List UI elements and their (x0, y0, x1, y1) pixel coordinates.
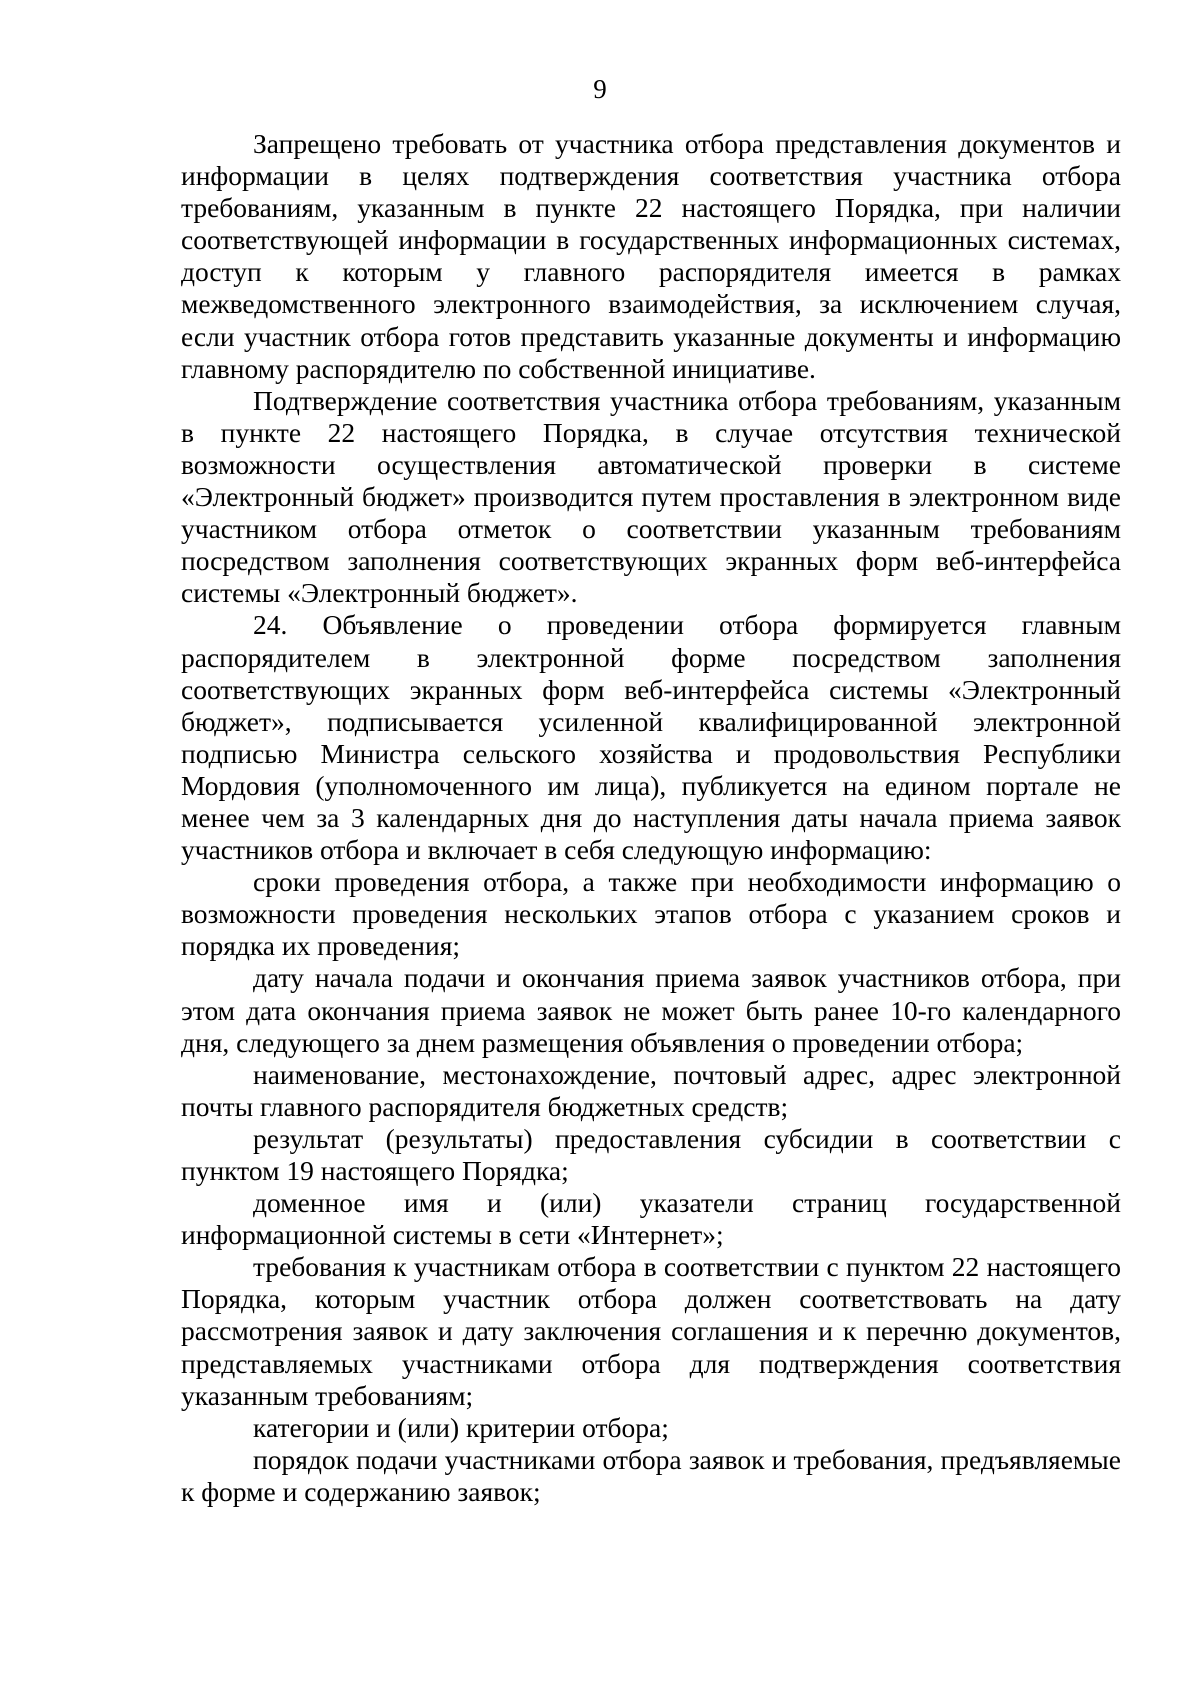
list-item-selection-dates: сроки проведения отбора, а также при необходимости информацию о возможности проведения нескольких этапов отбора с указанием сроков и порядка их проведения; (181, 866, 1121, 962)
list-item-distributor-contacts: наименование, местонахождение, почтовый адрес, адрес электронной почты главного распорядителя бюджетных средств; (181, 1058, 1121, 1122)
paragraph-compliance-confirmation: Подтверждение соответствия участника отбора требованиям, указанным в пункте 22 настоящего Порядка, в случае отсутствия технической возможности осуществления автоматической проверки в системе «Электронный бюджет» производится путем проставления в электронном виде участником отбора отметок о соответствии указанным требованиям посредством заполнения соответствующих экранных форм веб-интерфейса системы «Электронный бюджет». (181, 384, 1121, 609)
list-item-selection-criteria: категории и (или) критерии отбора; (253, 1411, 669, 1443)
page-number: 9 (593, 74, 607, 104)
list-item-application-procedure: порядок подачи участниками отбора заявок и требования, предъявляемые к форме и содержанию заявок; (181, 1443, 1121, 1507)
list-item-domain-name: доменное имя и (или) указатели страниц государственной информационной системы в сети «Интернет»; (181, 1187, 1121, 1251)
list-item-participant-requirements: требования к участникам отбора в соответствии с пунктом 22 настоящего Порядка, которым участник отбора должен соответствовать на дату рассмотрения заявок и дату заключения соглашения и к перечню документов, представляемых участниками отбора для подтверждения соответствия указанным требованиям; (181, 1251, 1121, 1411)
list-item-application-dates: дату начала подачи и окончания приема заявок участников отбора, при этом дата окончания приема заявок не может быть ранее 10-го календарного дня, следующего за днем размещения объявления о проведении отбора; (181, 962, 1121, 1058)
paragraph-verification-ban: Запрещено требовать от участника отбора представления документов и информации в целях подтверждения соответствия участника отбора требованиям, указанным в пункте 22 настоящего Порядка, при наличии соответствующей информации в государственных информационных системах, доступ к которым у главного распорядителя имеется в рамках межведомственного электронного взаимодействия, за исключением случая, если участник отбора готов представить указанные документы и информацию главному распорядителю по собственной инициативе. (181, 128, 1121, 384)
paragraph-item-24-announcement: 24. Объявление о проведении отбора формируется главным распорядителем в электронной форме посредством заполнения соответствующих экранных форм веб-интерфейса системы «Электронный бюджет», подписывается усиленной квалифицированной электронной подписью Министра сельского хозяйства и продовольствия Республики Мордовия (уполномоченного им лица), публикуется на едином портале не менее чем за 3 календарных дня до наступления даты начала приема заявок участников отбора и включает в себя следующую информацию: (181, 609, 1121, 866)
document-body (181, 128, 1121, 1508)
list-item-subsidy-results: результат (результаты) предоставления субсидии в соответствии с пунктом 19 настоящего Порядка; (181, 1122, 1121, 1186)
